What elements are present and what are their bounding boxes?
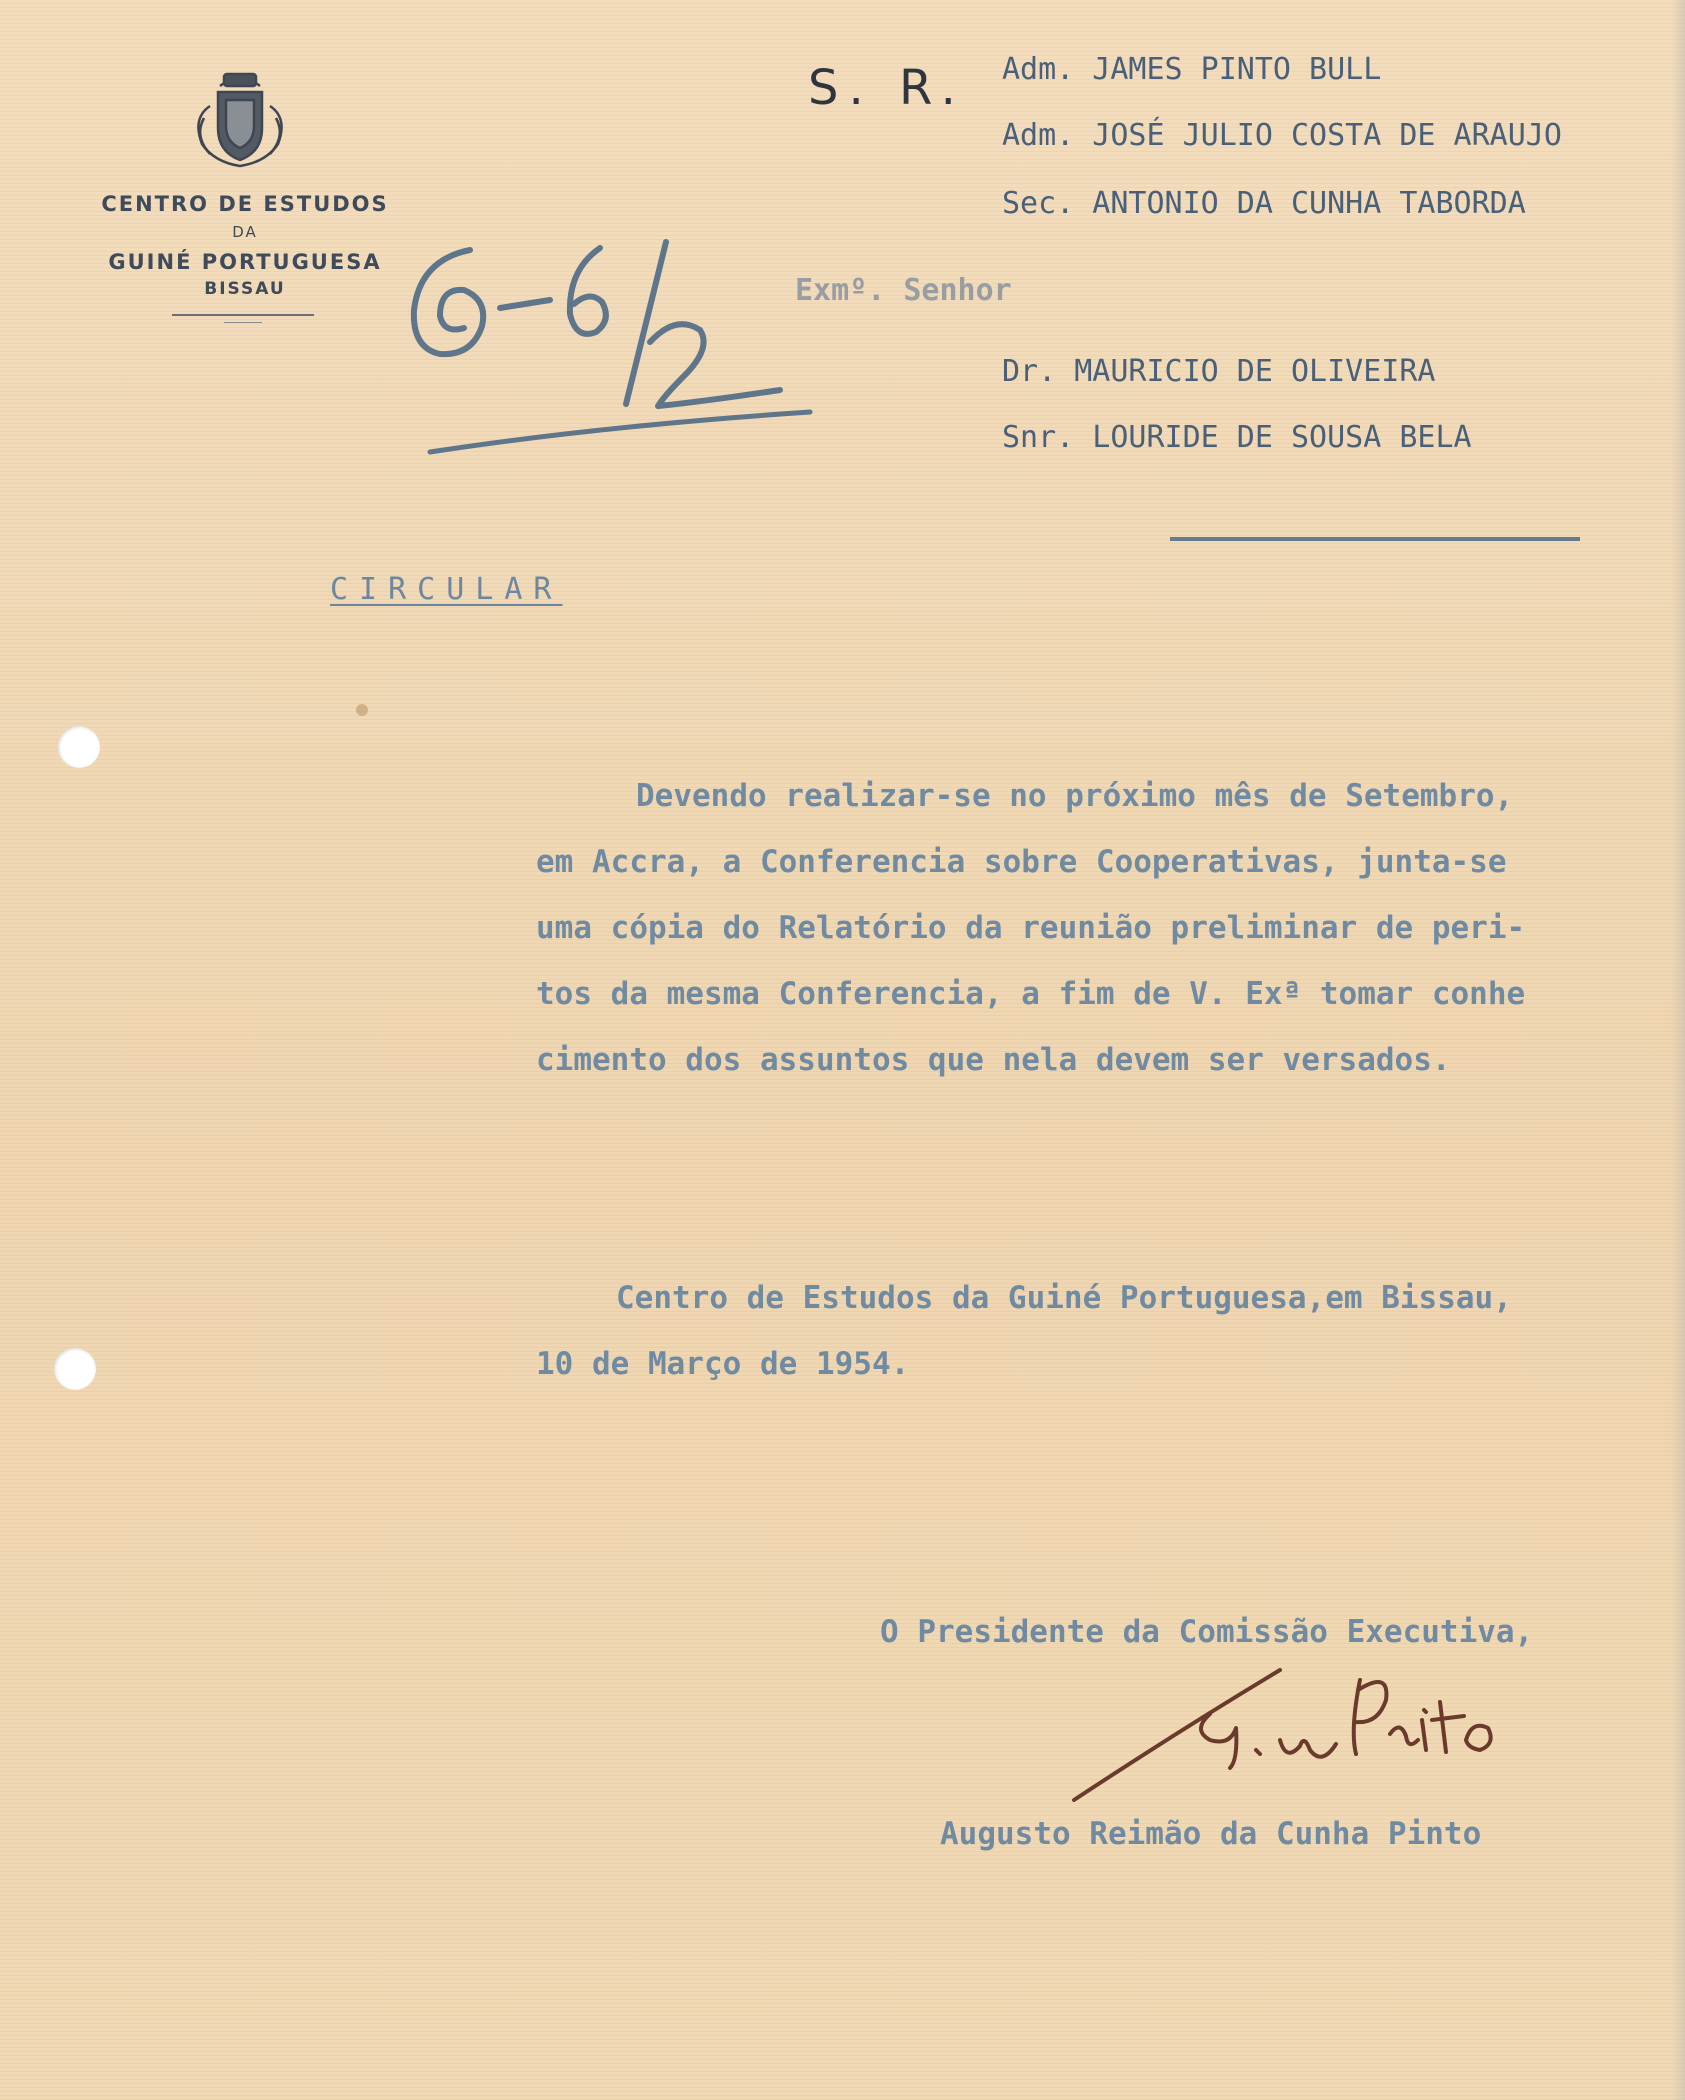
body-line-5: cimento dos assuntos que nela devem ser versados. bbox=[536, 1042, 1451, 1078]
body-line-3: uma cópia do Relatório da reunião preliminar de peri- bbox=[536, 910, 1526, 946]
body-line-1: Devendo realizar-se no próximo mês de Setembro, bbox=[636, 778, 1514, 814]
date-line: 10 de Março de 1954. bbox=[536, 1346, 910, 1382]
letterhead-name-line-1: CENTRO DE ESTUDOS bbox=[101, 192, 389, 216]
body-line-4: tos da mesma Conferencia, a fim de V. Exª tomar conhe bbox=[536, 976, 1526, 1012]
letterhead-city: BISSAU bbox=[204, 279, 286, 299]
addressee-line-2: Adm. JOSÉ JULIO COSTA DE ARAUJO bbox=[1002, 118, 1562, 153]
letterhead-rule bbox=[172, 314, 314, 316]
letterhead-rule-small bbox=[224, 322, 262, 323]
page-edge-shadow bbox=[1671, 0, 1685, 2100]
place-line: Centro de Estudos da Guiné Portuguesa,em Bissau, bbox=[616, 1280, 1512, 1316]
signatory-title: O Presidente da Comissão Executiva, bbox=[880, 1614, 1534, 1650]
document-type-heading: CIRCULAR bbox=[330, 572, 563, 607]
handwritten-signature bbox=[1060, 1650, 1580, 1820]
body-line-2: em Accra, a Conferencia sobre Cooperativas, junta-se bbox=[536, 844, 1507, 880]
coat-of-arms-icon bbox=[180, 66, 300, 171]
handwritten-reference bbox=[400, 230, 820, 470]
ink-blot bbox=[356, 704, 368, 716]
address-block-rule bbox=[1170, 537, 1580, 541]
recipient-line-2: Snr. LOURIDE DE SOUSA BELA bbox=[1002, 420, 1472, 455]
letterhead-name-line-2: DA bbox=[232, 223, 258, 241]
letterhead-name-line-3: GUINÉ PORTUGUESA bbox=[108, 250, 382, 274]
addressee-line-1: Adm. JAMES PINTO BULL bbox=[1002, 52, 1382, 87]
punch-hole-top bbox=[58, 726, 100, 768]
salutation: Exmº. Senhor bbox=[795, 273, 1012, 308]
punch-hole-bottom bbox=[54, 1348, 96, 1390]
recipient-line-1: Dr. MAURICIO DE OLIVEIRA bbox=[1002, 354, 1436, 389]
addressee-line-3: Sec. ANTONIO DA CUNHA TABORDA bbox=[1002, 186, 1526, 221]
sr-label: S. R. bbox=[808, 60, 966, 116]
signatory-name: Augusto Reimão da Cunha Pinto bbox=[940, 1816, 1482, 1852]
